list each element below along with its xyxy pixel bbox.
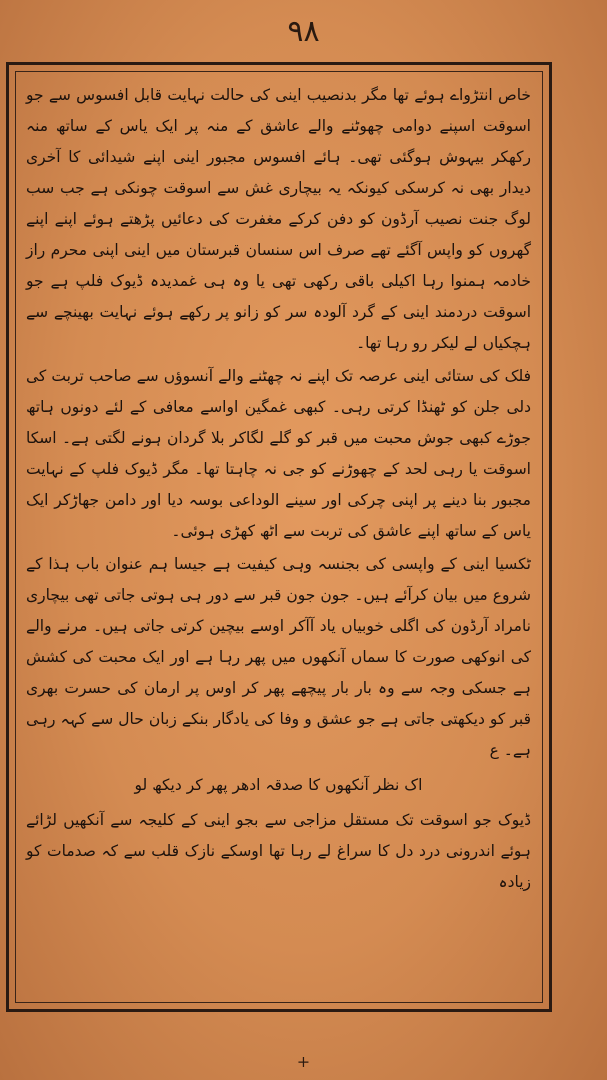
paragraph-3: ٹکسیا اینی کے واپسی کی بجنسہ وہی کیفیت ہے جیسا ہم عنوان باب ہذا کے شروع میں بیان کرآئے ہیں۔ جون جون قبر سے دور ہی ہوتی جاتی تھی بیچاری نامراد آرڈون کی اگلی خوبیاں یاد آآکر اوسے بیچین کرتی جاتی ہیں۔ مرنے والے کی انوکھی صورت کا سماں آنکھوں میں پھر رہا ہے اور ایک محبت کی کشش ہے جسکی وجہ سے وہ بار بار پیچھے پھر کر اوس پر ارمان کی حسرت بھری قبر کو دیکھتی جاتی ہے جو عشق و وفا کی یادگار بنکے زبان حال سے کہہ رہی ہے۔ ع [26,555,531,759]
paragraph-2: فلک کی ستائی اینی عرصہ تک اپنے نہ چھٹنے والے آنسوؤں سے صاحب تربت کی دلی جلن کو ٹھنڈا کرتی رہی۔ کبھی غمگین اواسے معافی کے لئے دونوں ہاتھ جوڑے کبھی جوش محبت میں قبر کو گلے لگاکر بلا گردان ہونے لگتی ہے۔ اسکا اسوقت یا رہی لحد کے چھوڑنے کو جی نہ چاہتا تھا۔ مگر ڈیوک فلپ کے نہایت مجبور بنا دینے پر اپنی چرکی اور سینے الوداعی بوسہ دیا اور دامن جھاڑکر ایک یاس کے ساتھ اپنے عاشق کی تربت سے اٹھ کھڑی ہوئی۔ [26,367,531,540]
paragraph-1: خاص انتڑواے ہوئے تھا مگر بدنصیب اینی کی حالت نہایت قابل افسوس سے جو اسوقت اسپنے دوامی چھوٹنے والے عاشق کے منہ پر ایک یاس کے ساتھ منہ رکھکر بیہوش ہوگئی تھی۔ ہائے افسوس مجبور اینی اپنے شیدائی کا آخری دیدار بھی نہ کرسکی کیونکہ یہ بیچاری غش سے اسوقت چونکی ہے جب سب لوگ جنت نصیب آرڈون کو دفن کرکے مغفرت کی دعائیں پڑھتے ہوئے اپنے اپنے گھروں کو واپس آگئے تھے صرف اس سنسان قبرستان میں اینی اپنی محرم راز خادمہ ہمنوا رہا اکیلی باقی رکھی تھی یا وہ ہی غمدیدہ ڈیوک فلپ ہے جو اسوقت دردمند اینی کے گرد آلودہ سر کو زانو پر رکھے ہوئے نہایت بھینچے سے ہچکیاں لے لیکر رو رہا تھا۔ [26,86,531,352]
footer-mark: + [296,1052,311,1071]
closing-paragraph: ڈیوک جو اسوقت تک مستقل مزاجی سے بجو اینی کے کلیجہ سے آنکھیں لڑائے ہوئے اندرونی درد دل کا سراغ لے رہا تھا اوسکے نازک قلب سے کہ صدمات کو زیادہ [26,811,531,891]
verse-line: اک نظر آنکھوں کا صدقہ ادھر پھر کر دیکھ لو [134,776,423,794]
page-number: ۹۸ [287,14,320,49]
main-text [26,80,531,1000]
